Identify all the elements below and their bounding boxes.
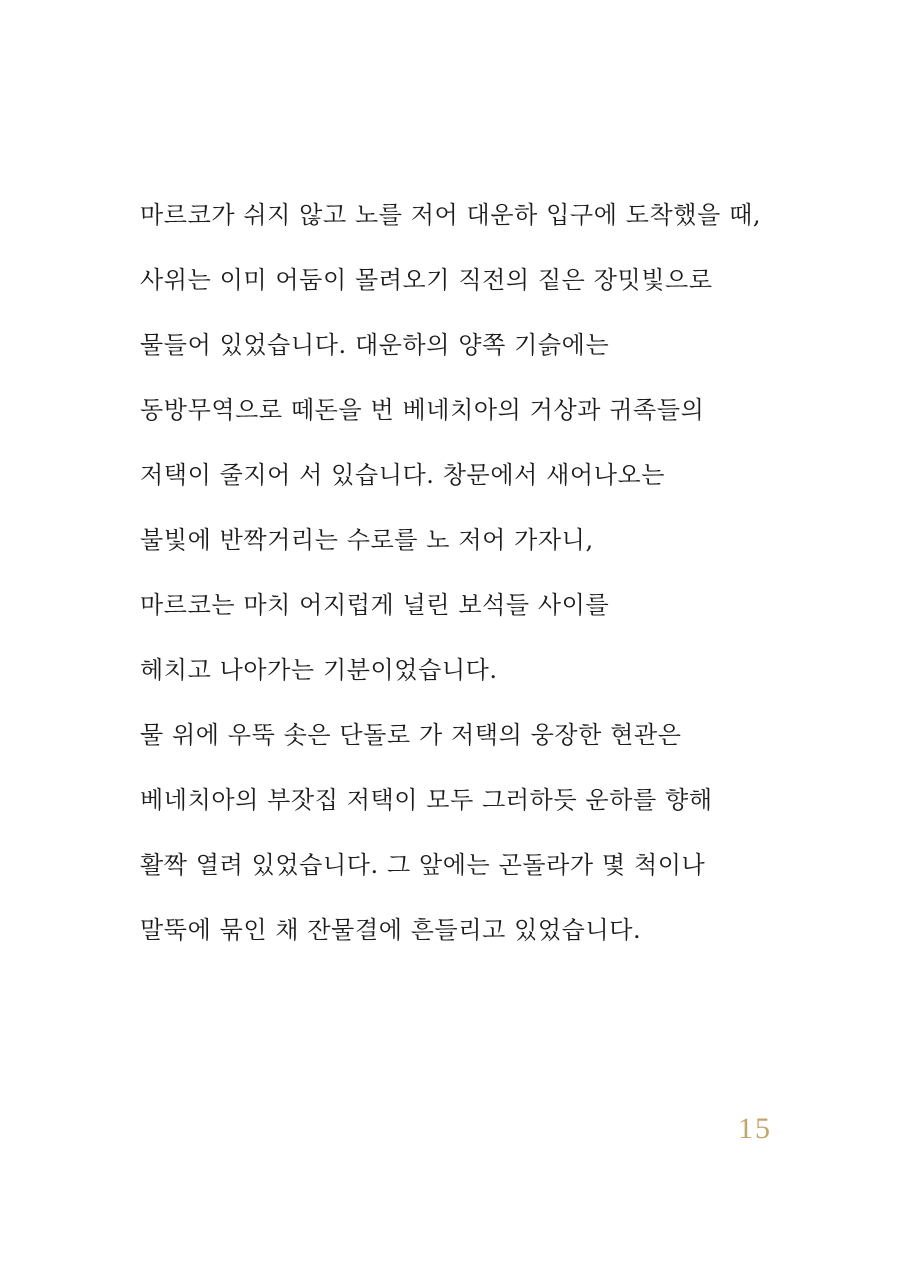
story-line: 사위는 이미 어둠이 몰려오기 직전의 짙은 장밋빛으로	[140, 266, 713, 294]
story-line: 베네치아의 부잣집 저택이 모두 그러하듯 운하를 향해	[140, 786, 713, 814]
story-line: 물들어 있었습니다. 대운하의 양쪽 기슭에는	[140, 331, 610, 359]
story-line: 활짝 열려 있었습니다. 그 앞에는 곤돌라가 몇 척이나	[140, 851, 706, 879]
story-line: 마르코는 마치 어지럽게 널린 보석들 사이를	[140, 591, 610, 619]
story-line: 물 위에 우뚝 솟은 단돌로 가 저택의 웅장한 현관은	[140, 721, 682, 749]
story-line: 마르코가 쉬지 않고 노를 저어 대운하 입구에 도착했을 때,	[140, 201, 762, 229]
page-number: 15	[738, 1112, 772, 1145]
story-line: 불빛에 반짝거리는 수로를 노 저어 가자니,	[140, 526, 594, 554]
story-text	[140, 183, 860, 963]
story-line: 헤치고 나아가는 기분이었습니다.	[140, 656, 498, 684]
story-line: 저택이 줄지어 서 있습니다. 창문에서 새어나오는	[140, 461, 666, 489]
story-line: 동방무역으로 떼돈을 번 베네치아의 거상과 귀족들의	[140, 396, 705, 424]
story-line: 말뚝에 묶인 채 잔물결에 흔들리고 있었습니다.	[140, 916, 642, 944]
